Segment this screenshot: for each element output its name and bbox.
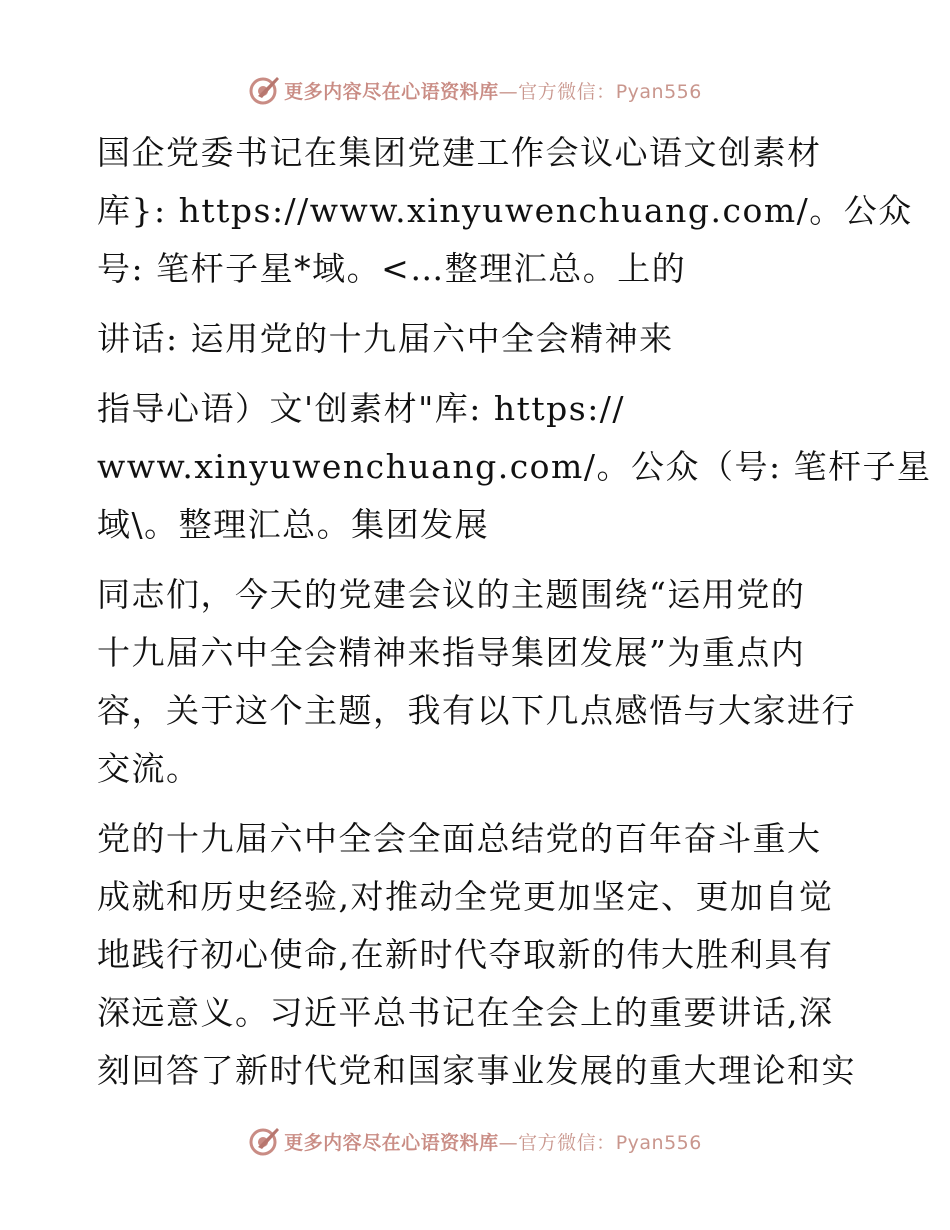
- text-line: 地践行初心使命,在新时代夺取新的伟大胜利具有: [97, 935, 834, 974]
- text-line: 域\。整理汇总。集团发展: [97, 505, 490, 544]
- body-paragraph: [97, 810, 857, 1100]
- text-line: 刻回答了新时代党和国家事业发展的重大理论和实: [97, 1051, 856, 1090]
- title-paragraph: [97, 124, 913, 298]
- text-line: 成就和历史经验,对推动全党更加坚定、更加自觉: [97, 877, 834, 916]
- document-body: [97, 124, 932, 1100]
- watermark-wechat-label: 官方微信：: [518, 1131, 616, 1154]
- subtitle-continuation-paragraph: [97, 380, 932, 554]
- watermark-brand: 更多内容尽在心语资料库: [284, 1131, 499, 1154]
- text-line: 号: 笔杆子星*域。<…整理汇总。上的: [97, 249, 687, 288]
- text-line: 国企党委书记在集团党建工作会议心语文创素材: [97, 133, 822, 172]
- text-line: 指导心语）文'创素材"库: https://: [97, 389, 626, 428]
- watermark-brand: 更多内容尽在心语资料库: [284, 80, 499, 103]
- text-line: 交流。: [97, 749, 201, 788]
- watermark-dash: —: [498, 1131, 519, 1154]
- text-line: 库}: https://www.xinyuwenchuang.com/。公众: [97, 191, 913, 230]
- subtitle-paragraph: [97, 310, 857, 368]
- quill-logo-icon: [248, 74, 280, 106]
- header-watermark: [0, 70, 950, 110]
- watermark-dash: —: [498, 80, 519, 103]
- text-line: 十九届六中全会精神来指导集团发展”为重点内: [97, 633, 806, 672]
- footer-watermark: [0, 1121, 950, 1161]
- watermark-text: [284, 1128, 702, 1155]
- quill-logo-icon: [248, 1125, 280, 1157]
- watermark-wechat-id: Pyan556: [615, 80, 702, 103]
- intro-paragraph: [97, 566, 857, 798]
- watermark-wechat-label: 官方微信：: [518, 80, 616, 103]
- text-line: 容，关于这个主题，我有以下几点感悟与大家进行: [97, 691, 856, 730]
- text-line: 深远意义。习近平总书记在全会上的重要讲话,深: [97, 993, 834, 1032]
- watermark-text: [284, 77, 702, 104]
- watermark-wechat-id: Pyan556: [615, 1131, 702, 1154]
- text-line: www.xinyuwenchuang.com/。公众（号: 笔杆子星: [97, 447, 932, 486]
- text-line: 同志们，今天的党建会议的主题围绕“运用党的: [97, 575, 806, 614]
- text-line: 党的十九届六中全会全面总结党的百年奋斗重大: [97, 819, 822, 858]
- text-line: 讲话: 运用党的十九届六中全会精神来: [97, 319, 674, 358]
